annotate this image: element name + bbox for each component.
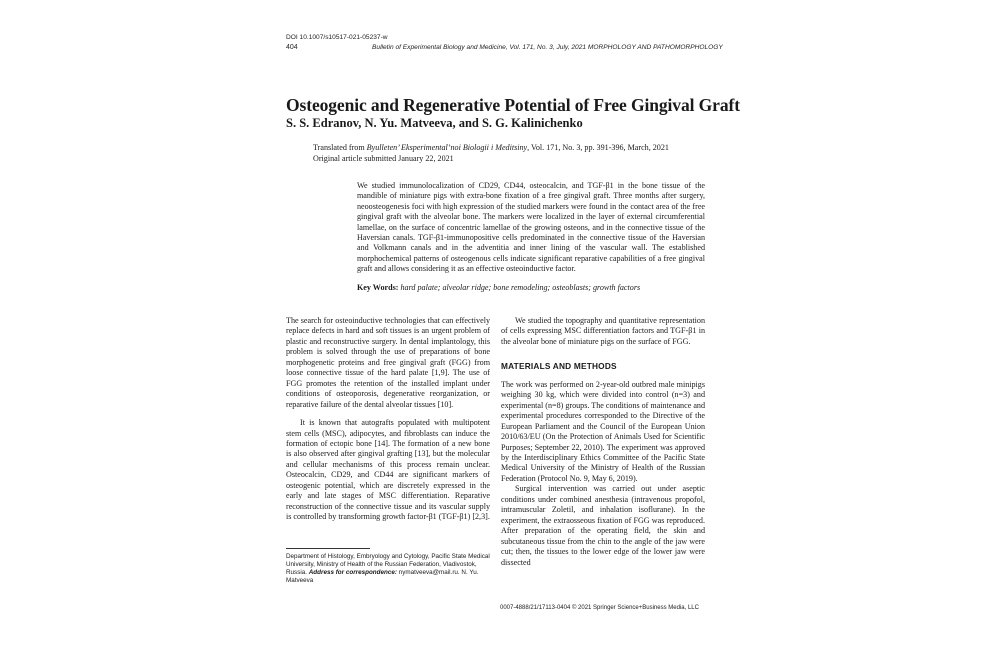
footnote-text: Department of Histology, Embryology and Cytology, Pacific State Medical University, Ministry of Health of the Russian Federation, Vladivostok, Russia.	[286, 553, 490, 576]
translated-source: Byulleten’ Eksperimental’noi Biologii i Meditsiny	[366, 143, 528, 152]
translated-prefix: Translated from	[313, 143, 367, 152]
submitted-date: Original article submitted January 22, 2021	[313, 153, 454, 163]
right-column	[501, 316, 705, 568]
body-paragraph: The work was performed on 2-year-old outbred male minipigs weighing 30 kg, which were divided into control (n=3) and experimental (n=8) groups. The conditions of maintenance and experimental procedures corresponded to the Directive of the European Parliament and the Council of the European Union 2010/63/EU (On the Protection of Animals Used for Scientific Purposes; September 22, 2010). The experiment was approved by the Interdisciplinary Ethics Committee of the Pacific State Medical University of the Ministry of Health of the Russian Federation (Protocol No. 9, May 6, 2019).	[501, 379, 705, 483]
doi: DOI 10.1007/s10517-021-05237-w	[286, 34, 388, 41]
body-paragraph: We studied the topography and quantitative representation of cells expressing MSC differentiation factors and TGF-β1 in the alveolar bone of miniature pigs on the surface of FGG.	[501, 316, 705, 346]
body-paragraph: Surgical intervention was carried out under aseptic conditions under combined anesthesia (intravenous propofol, intramuscular Zoletil, and inhalation isoflurane). In the experiment, the extraosseous fixation of FGG was reproduced. After preparation of the operating field, the skin and subcutaneous tissue from the chin to the angle of the jaw were cut; then, the tissues to the lower edge of the lower jaw were dissected	[501, 484, 705, 567]
article-authors: S. S. Edranov, N. Yu. Matveeva, and S. G. Kalinichenko	[286, 116, 583, 130]
body-paragraph: It is known that autografts populated with multipotent stem cells (MSC), adipocytes, and fibroblasts can induce the formation of ectopic bone [14]. The formation of a new bone is also observed after gingival grafting [13], but the molecular and cellular mechanisms of this process remain unclear. Osteocalcin, CD29, and CD44 are significant markers of osteogenic potential, which are discretely expressed in the early and late stages of MSC differentiation. Reparative reconstruction of the connective tissue and its vascular supply is controlled by transforming growth factor-β1 (TGF-β1) [2,3].	[286, 418, 490, 522]
translated-suffix: , Vol. 171, No. 3, pp. 391-396, March, 2021	[527, 143, 669, 152]
page-number: 404	[286, 44, 298, 51]
keywords-label: Key Words:	[357, 283, 399, 292]
correspondence-label: Address for correspondence:	[308, 569, 397, 576]
correspondence-text: nymatveeva@mail.ru. N. Yu. Matveeva	[286, 569, 479, 584]
article-title: Osteogenic and Regenerative Potential of Free Gingival Graft	[286, 95, 740, 115]
copyright-footer: 0007-4888/21/17113-0404 © 2021 Springer Science+Business Media, LLC	[500, 605, 699, 611]
affiliation-footnote	[286, 553, 491, 585]
section-heading: MATERIALS AND METHODS	[501, 361, 617, 372]
footnote-rule	[286, 548, 370, 549]
keywords	[357, 283, 717, 292]
keywords-list: hard palate; alveolar ridge; bone remodeling; osteoblasts; growth factors	[398, 283, 641, 292]
translation-note	[313, 143, 733, 164]
body-paragraph: The search for osteoinductive technologies that can effectively replace defects in hard and soft tissues is an urgent problem of plastic and reconstructive surgery. In dental implantology, this problem is solved through the use of preparations of bone morphogenetic proteins and free gingival graft (FGG) from loose connective tissue of the hard palate [1,9]. The use of FGG promotes the retention of the installed implant under conditions of osteoporosis, degenerative reorganization, or reparative failure of the dental alveolar tissues [10].	[286, 316, 490, 409]
journal-header: Bulletin of Experimental Biology and Medicine, Vol. 171, No. 3, July, 2021 MORPHOLOGY AND PATHOMORPHOLOGY	[372, 44, 723, 51]
abstract: We studied immunolocalization of CD29, CD44, osteocalcin, and TGF-β1 in the bone tissue of the mandible of miniature pigs with extra-bone fixation of a free gingival graft. Three months after surgery, neoosteogenesis foci with high expression of the studied markers were found in the contact area of the free gingival graft with the alveolar bone. The markers were localized in the layer of external circumferential lamellae, on the surface of concentric lamellae of the growing osteons, and in the connective tissue of the Haversian canals. TGF-β1-immunopositive cells predominated in the connective tissue of the Haversian and Volkmann canals and in the adventitia and inner lining of the vascular wall. The established morphochemical patterns of osteogenous cells indicate significant reparative capabilities of a free gingival graft and allows considering it as an effective osteoinductive factor.	[357, 181, 705, 274]
left-column	[286, 316, 490, 523]
